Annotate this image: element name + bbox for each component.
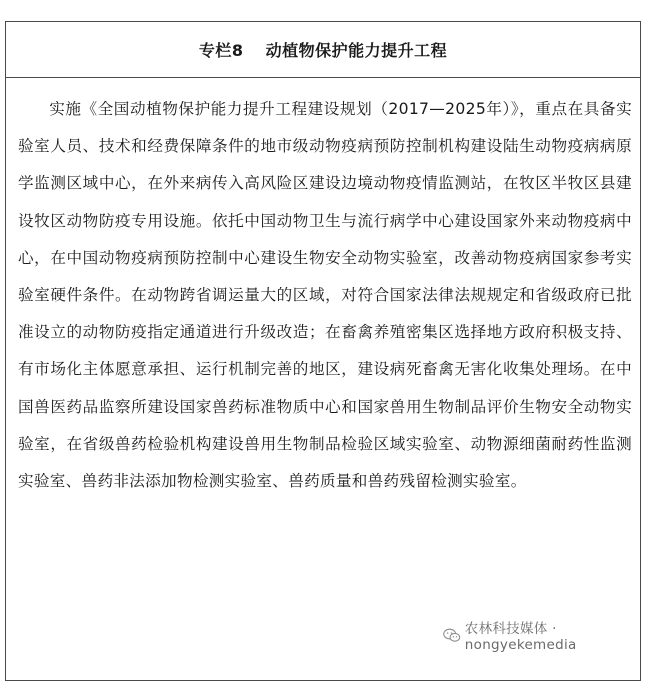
body-paragraph: 实施《全国动植物保护能力提升工程建设规划（2017—2025年）》，重点在具备实验室人员、技术和经费保障条件的地市级动物疫病预防控制机构建设陆生动物疫病病原学监测区域中心，在外来病传入高风险区建设边境动物疫情监测站，在牧区半牧区县建设牧区动物防疫专用设施。依托中国动物卫生与流行病学中心建设国家外来动物疫病中心，在中国动物疫病预防控制中心建设生物安全动物实验室，改善动物疫病国家参考实验室硬件条件。在动物跨省调运量大的区域，对符合国家法律法规规定和省级政府已批准设立的动物防疫指定通道进行升级改造；在畜禽养殖密集区选择地方政府积极支持、有市场化主体愿意承担、运行机制完善的地区，建设病死畜禽无害化收集处理场。在中国兽医药品监察所建设国家兽药标准物质中心和国家兽用生物制品评价生物安全动物实验室，在省级兽药检验机构建设兽用生物制品检验区域实验室、动物源细菌耐药性监测实验室、兽药非法添加物检测实验室、兽药质量和兽药残留检测实验室。 <box>18 100 632 491</box>
box-body <box>6 78 640 500</box>
watermark <box>443 617 650 653</box>
box-title <box>199 38 447 61</box>
column-title: 动植物保护能力提升工程 <box>265 41 448 60</box>
box-header <box>6 22 640 78</box>
watermark-text: 农林科技媒体 · nongyekemedia <box>464 621 577 653</box>
column-tag: 专栏8 <box>198 41 244 60</box>
feature-box <box>5 21 641 681</box>
wechat-icon <box>443 627 461 644</box>
